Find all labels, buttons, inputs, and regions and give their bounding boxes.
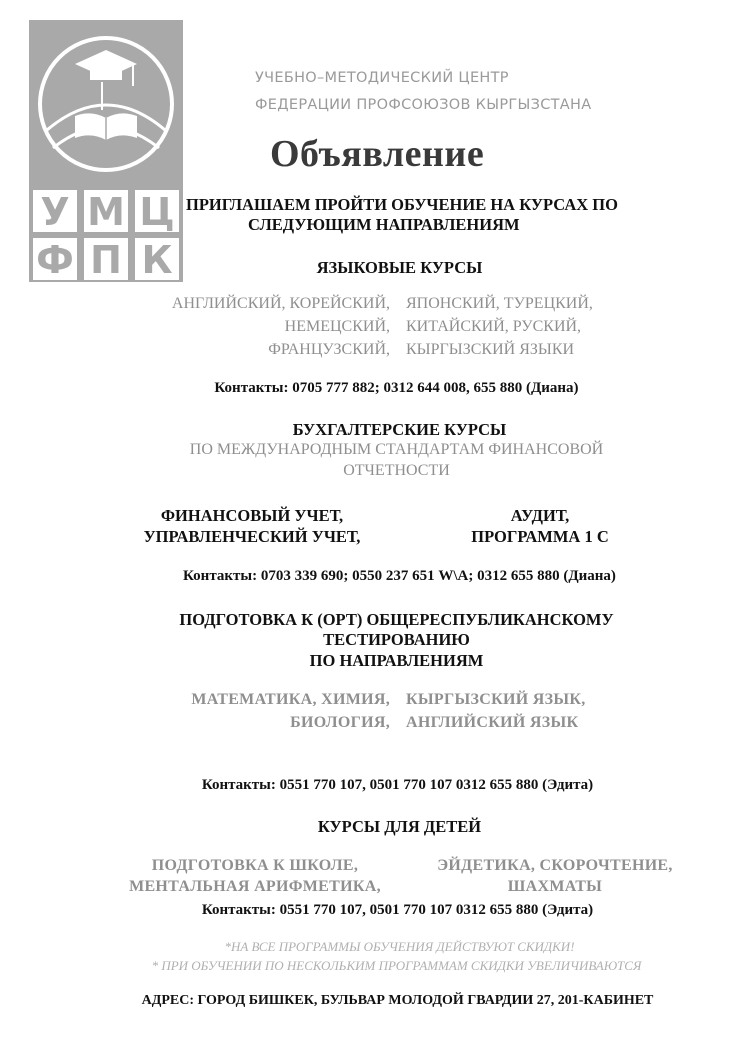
logo-letter-ts: Ц (139, 190, 175, 234)
invite-line2: СЛЕДУЮЩИМ НАПРАВЛЕНИЯМ (248, 215, 520, 234)
ort-subjects-left-2: БИОЛОГИЯ, (290, 714, 390, 731)
ort-heading-line1: ПОДГОТОВКА К (ОРТ) ОБЩЕРЕСПУБЛИКАНСКОМУ (179, 610, 614, 629)
accounting-left-2: УПРАВЛЕНЧЕСКИЙ УЧЕТ, (143, 527, 361, 546)
ort-subjects-right-1: КЫРГЫЗСКИЙ ЯЗЫК, (406, 691, 586, 708)
kids-left-1: ПОДГОТОВКА К ШКОЛЕ, (151, 857, 359, 874)
kids-left-2: МЕНТАЛЬНАЯ АРИФМЕТИКА, (129, 878, 381, 895)
accounting-subheading-line1: ПО МЕЖДУНАРОДНЫМ СТАНДАРТАМ ФИНАНСОВОЙ (189, 441, 604, 458)
ort-heading-line3: ПО НАПРАВЛЕНИЯМ (309, 651, 484, 670)
logo-letter-k: К (141, 238, 173, 282)
logo-letter-m: М (87, 190, 125, 234)
language-list-left-3: ФРАНЦУЗСКИЙ, (268, 341, 390, 358)
kids-courses-heading: КУРСЫ ДЛЯ ДЕТЕЙ (317, 817, 482, 836)
ort-subjects-right-2: АНГЛИЙСКИЙ ЯЗЫК (406, 714, 579, 731)
language-courses-heading: ЯЗЫКОВЫЕ КУРСЫ (316, 258, 483, 277)
invite-line1: ПРИГЛАШАЕМ ПРОЙТИ ОБУЧЕНИЕ НА КУРСАХ ПО (186, 195, 618, 214)
language-contacts: Контакты: 0705 777 882; 0312 644 008, 655 880 (Диана) (214, 380, 579, 396)
language-list-right-1: ЯПОНСКИЙ, ТУРЕЦКИЙ, (406, 295, 593, 312)
discount-note-2: * ПРИ ОБУЧЕНИИ ПО НЕСКОЛЬКИМ ПРОГРАММАМ СКИДКИ УВЕЛИЧИВАЮТСЯ (151, 958, 642, 973)
accounting-contacts: Контакты: 0703 339 690; 0550 237 651 W\A; 0312 655 880 (Диана) (183, 568, 616, 584)
language-list-left-1: АНГЛИЙСКИЙ, КОРЕЙСКИЙ, (171, 295, 390, 312)
logo-letter-u: У (40, 190, 70, 234)
org-name-line2: ФЕДЕРАЦИИ ПРОФСОЮЗОВ КЫРГЫЗСТАНА (255, 97, 592, 113)
address: АДРЕС: ГОРОД БИШКЕК, БУЛЬВАР МОЛОДОЙ ГВАРДИИ 27, 201-КАБИНЕТ (141, 993, 654, 1008)
logo-graphic (29, 20, 183, 282)
kids-right-1: ЭЙДЕТИКА, СКОРОЧТЕНИЕ, (437, 857, 673, 874)
umc-fpk-logo (29, 20, 183, 282)
accounting-courses-heading: БУХГАЛТЕРСКИЕ КУРСЫ (292, 420, 507, 439)
language-list-right-3: КЫРГЫЗСКИЙ ЯЗЫКИ (406, 341, 575, 358)
accounting-subheading-line2: ОТЧЕТНОСТИ (343, 462, 450, 479)
language-list-left-2: НЕМЕЦСКИЙ, (284, 318, 390, 335)
discount-note-1: *НА ВСЕ ПРОГРАММЫ ОБУЧЕНИЯ ДЕЙСТВУЮТ СКИДКИ! (224, 939, 575, 954)
page-title: Объявление (270, 133, 485, 175)
ort-subjects-left-1: МАТЕМАТИКА, ХИМИЯ, (191, 691, 390, 708)
logo-letter-p: П (90, 238, 122, 282)
logo-letter-f: Ф (36, 238, 74, 282)
kids-right-2: ШАХМАТЫ (507, 878, 603, 895)
accounting-right-2: ПРОГРАММА 1 С (471, 527, 609, 546)
org-name-line1: УЧЕБНО–МЕТОДИЧЕСКИЙ ЦЕНТР (255, 70, 509, 86)
accounting-left-1: ФИНАНСОВЫЙ УЧЕТ, (160, 506, 344, 525)
kids-contacts: Контакты: 0551 770 107, 0501 770 107 0312 655 880 (Эдита) (201, 902, 594, 918)
ort-heading-line2: ТЕСТИРОВАНИЮ (323, 630, 470, 649)
ort-contacts: Контакты: 0551 770 107, 0501 770 107 0312 655 880 (Эдита) (201, 777, 594, 793)
language-list-right-2: КИТАЙСКИЙ, РУСКИЙ, (406, 318, 582, 335)
accounting-right-1: АУДИТ, (510, 506, 570, 525)
